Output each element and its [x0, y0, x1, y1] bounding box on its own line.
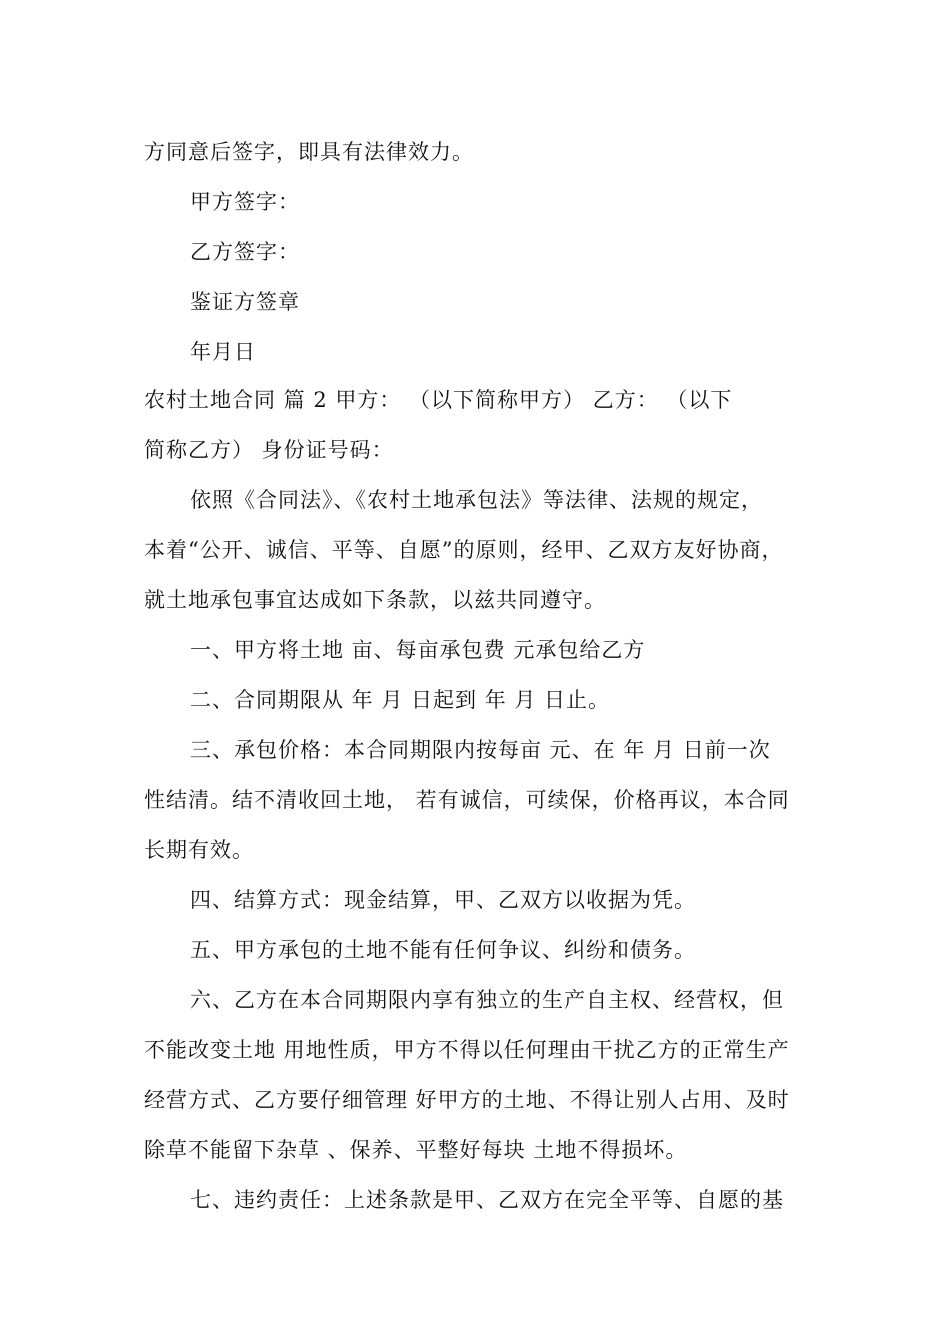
text-line: 就土地承包事宜达成如下条款，以兹共同遵守。 — [144, 588, 606, 612]
clause-1: 一、甲方将土地 亩、每亩承包费 元承包给乙方 — [190, 638, 646, 662]
date-label: 年月日 — [190, 340, 256, 364]
section-heading: 农村土地合同 篇 2 甲方： （以下简称甲方） 乙方： （以下 — [144, 388, 733, 412]
witness-seal-label: 鉴证方签章 — [190, 290, 300, 314]
clause-7: 七、违约责任：上述条款是甲、乙双方在完全平等、自愿的基 — [190, 1188, 784, 1212]
text-line: 方同意后签字，即具有法律效力。 — [144, 140, 474, 164]
text-line: 长期有效。 — [144, 838, 254, 862]
text-line: 经营方式、乙方要仔细管理 好甲方的土地、不得让别人占用、及时 — [144, 1088, 790, 1112]
text-line: 简称乙方） 身份证号码： — [144, 438, 394, 462]
clause-6: 六、乙方在本合同期限内享有独立的生产自主权、经营权，但 — [190, 988, 784, 1012]
clause-3: 三、承包价格：本合同期限内按每亩 元、在 年 月 日前一次 — [190, 738, 771, 762]
text-line: 本着“公开、诚信、平等、自愿”的原则，经甲、乙双方友好协商， — [144, 538, 784, 562]
text-line: 性结清。结不清收回土地， 若有诚信，可续保，价格再议，本合同 — [144, 788, 790, 812]
clause-4: 四、结算方式：现金结算，甲、乙双方以收据为凭。 — [190, 888, 696, 912]
text-line: 除草不能留下杂草 、保养、平整好每块 土地不得损坏。 — [144, 1138, 688, 1162]
party-b-signature-label: 乙方签字： — [190, 240, 300, 264]
party-a-signature-label: 甲方签字： — [190, 190, 300, 214]
clause-2: 二、合同期限从 年 月 日起到 年 月 日止。 — [190, 688, 611, 712]
text-line: 依照《合同法》、《农村土地承包法》等法律、法规的规定， — [190, 488, 763, 512]
clause-5: 五、甲方承包的土地不能有任何争议、纠纷和债务。 — [190, 938, 696, 962]
text-line: 不能改变土地 用地性质，甲方不得以任何理由干扰乙方的正常生产 — [144, 1038, 790, 1062]
